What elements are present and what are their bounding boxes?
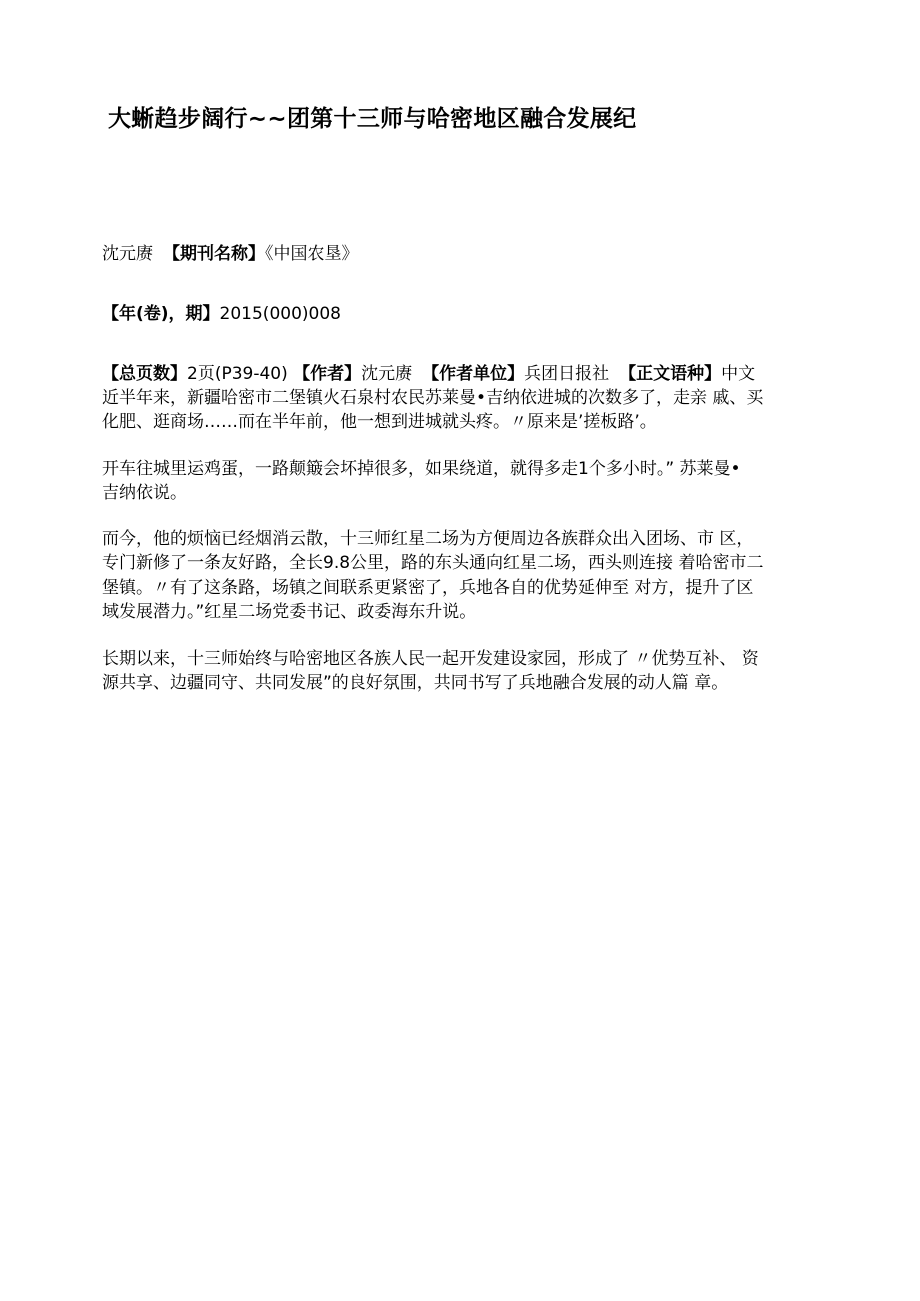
article-title: 大蜥趋步阔行~~团第十三师与哈密地区融合发展纪 [108,106,637,132]
unit-value: 兵团日报社 [524,364,610,384]
paragraph-3-line-3: 堡镇。〃有了这条路，场镇之间联系更紧密了，兵地各自的优势延伸至 对方，提升了区 [102,578,754,598]
info-line [102,362,755,386]
paragraph-4-line-1: 长期以来，十三师始终与哈密地区各族人民一起开发建设家园，形成了 〃优势互补、 资 [102,649,759,669]
year-value: 2015(000)008 [219,304,341,324]
paragraph-3-line-4: 域发展潜力。”红星二场党委书记、政委海东升说。 [102,602,477,622]
author-name: 沈元赓 [102,244,153,264]
language-value: 中文 [721,364,756,384]
year-volume-line [102,302,341,326]
author-value: 沈元赓 [361,364,413,384]
paragraph-4-line-2: 源共享、边疆同守、共同发展”的良好氛围，共同书写了兵地融合发展的动人篇 章。 [102,673,729,693]
author-journal-line [102,242,359,266]
paragraph-3-line-1: 而今，他的烦恼已经烟消云散，十三师红星二场为方便周边各族群众出入团场、市 区， [102,529,754,549]
paragraph-1-line-2: 化肥、逛商场……而在半年前，他一想到进城就头疼。〃原来是’搓板路’。 [102,412,657,432]
paragraph-3-line-2: 专门新修了一条友好路，全长9.8公里，路的东头通向红星二场，西头则连接 着哈密市二 [102,553,764,573]
pages-value: 2页(P39-40) [187,364,288,384]
paragraph-2-line-1: 开车往城里运鸡蛋，一路颠簸会坏掉很多，如果绕道，就得多走1个多小时。” 苏莱曼• [102,459,741,479]
year-label: 【年(卷)，期】 [102,304,220,324]
author-label: 【作者】 [293,364,362,384]
journal-value: 《中国农垦》 [265,244,359,264]
paragraph-2-line-2: 吉纳依说。 [102,483,187,503]
language-label: 【正文语种】 [619,364,722,384]
unit-label: 【作者单位】 [422,364,525,384]
paragraph-1-line-1: 近半年来，新疆哈密市二堡镇火石泉村农民苏莱曼•吉纳依进城的次数多了，走亲 戚、买 [102,388,764,408]
journal-label: 【期刊名称】 [163,244,265,264]
pages-label: 【总页数】 [102,364,187,384]
